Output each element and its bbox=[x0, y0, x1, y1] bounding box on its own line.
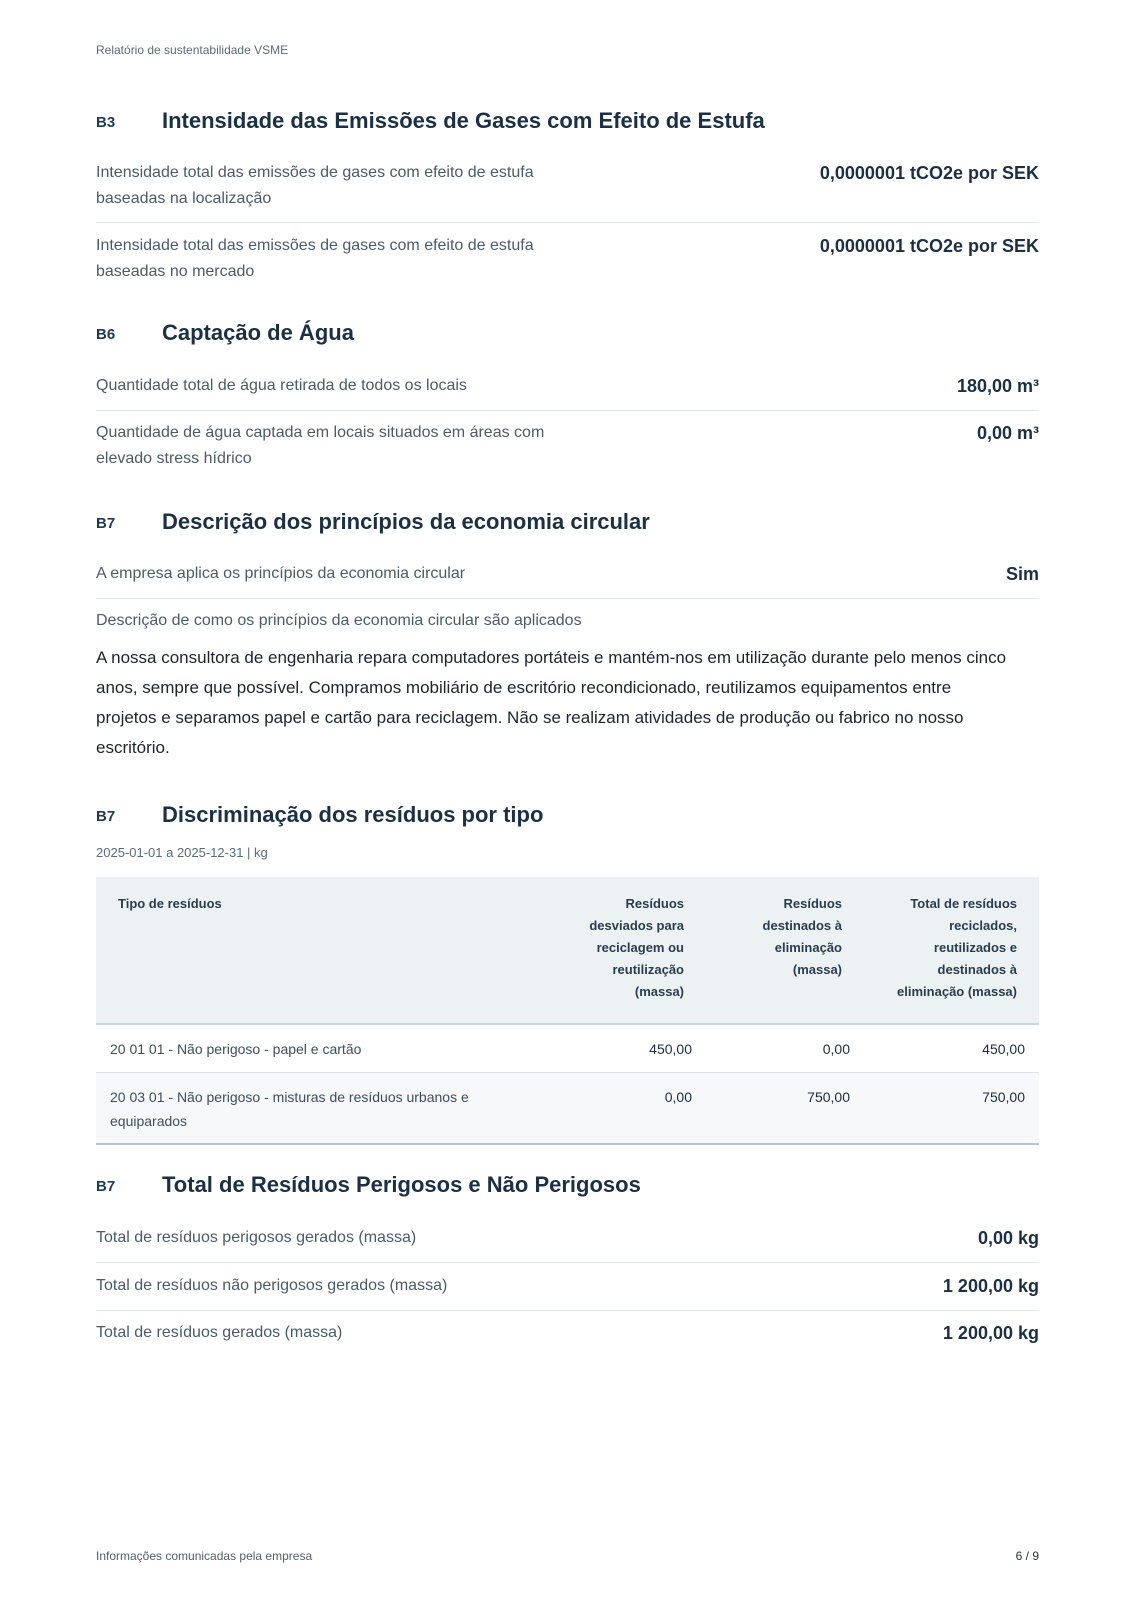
section-code: B7 bbox=[96, 515, 116, 532]
running-header: Relatório de sustentabilidade VSME bbox=[96, 43, 289, 57]
metric-value: 1 200,00 kg bbox=[942, 1276, 1039, 1296]
metric-label: Total de resíduos perigosos gerados (massa) bbox=[96, 1229, 417, 1246]
cell-diverted: 450,00 bbox=[541, 1024, 706, 1072]
metric-value: Sim bbox=[1005, 564, 1039, 584]
table-header-row bbox=[96, 877, 1039, 1024]
metric-label: Quantidade de água captada em locais situados em áreas com elevado stress hídrico bbox=[96, 424, 545, 467]
metric-value: 180,00 m³ bbox=[956, 376, 1039, 396]
column-header-type: Tipo de resíduos bbox=[96, 877, 541, 1024]
metric-value: 0,0000001 tCO2e por SEK bbox=[819, 163, 1039, 183]
footer-text: Informações comunicadas pela empresa bbox=[96, 1549, 313, 1563]
metric-row-total-waste bbox=[96, 1320, 1039, 1350]
metric-row-non-hazardous bbox=[96, 1273, 1039, 1311]
metric-label: Quantidade total de água retirada de todos os locais bbox=[96, 377, 467, 394]
metric-value: 1 200,00 kg bbox=[942, 1323, 1039, 1343]
metric-row-location-intensity bbox=[96, 160, 1039, 223]
reporting-period: 2025-01-01 a 2025-12-31 | kg bbox=[96, 845, 268, 860]
section-title: Captação de Água bbox=[162, 320, 354, 345]
description-text: A nossa consultora de engenharia repara computadores portáteis e mantém-nos em utilização durante pelo menos cinco anos, sempre que possível. Compramos mobiliário de escritório recondicionado, reutilizamos equipamentos entre projetos e separamos papel e cartão para reciclagem. Não se realizam atividades de produção ou fabrico no nosso escritório. bbox=[96, 648, 1007, 757]
cell-type: 20 03 01 - Não perigoso - misturas de resíduos urbanos e equiparados bbox=[96, 1072, 541, 1144]
cell-disposal: 750,00 bbox=[706, 1072, 864, 1144]
column-header-total: Total de resíduos reciclados, reutilizados e destinados à eliminação (massa) bbox=[864, 877, 1039, 1024]
section-heading-b7-waste bbox=[96, 794, 1039, 828]
metric-label: A empresa aplica os princípios da economia circular bbox=[96, 565, 466, 582]
metric-label: Intensidade total das emissões de gases com efeito de estufa baseadas na localização bbox=[96, 164, 534, 207]
section-code: B3 bbox=[96, 114, 116, 131]
section-heading-b6 bbox=[96, 312, 1039, 346]
metric-value: 0,0000001 tCO2e por SEK bbox=[819, 236, 1039, 256]
column-header-disposal: Resíduos destinados à eliminação (massa) bbox=[706, 877, 864, 1024]
metric-row-hazardous bbox=[96, 1225, 1039, 1263]
metric-value: 0,00 kg bbox=[977, 1228, 1039, 1248]
section-code: B6 bbox=[96, 326, 116, 343]
metric-row-water-withdrawn bbox=[96, 373, 1039, 411]
section-title: Discriminação dos resíduos por tipo bbox=[162, 802, 544, 827]
cell-type: 20 01 01 - Não perigoso - papel e cartão bbox=[96, 1024, 541, 1072]
metric-row-water-stress bbox=[96, 420, 1039, 472]
cell-diverted: 0,00 bbox=[541, 1072, 706, 1144]
waste-table bbox=[96, 877, 1039, 1145]
section-heading-b7-circular bbox=[96, 501, 1039, 535]
section-code: B7 bbox=[96, 808, 116, 825]
metric-row-circular-applies bbox=[96, 561, 1039, 599]
cell-total: 750,00 bbox=[864, 1072, 1039, 1144]
column-header-diverted: Resíduos desviados para reciclagem ou reutilização (massa) bbox=[541, 877, 706, 1024]
cell-disposal: 0,00 bbox=[706, 1024, 864, 1072]
table-row bbox=[96, 1024, 1039, 1072]
section-title: Descrição dos princípios da economia circular bbox=[162, 509, 650, 534]
metric-row-market-intensity bbox=[96, 233, 1039, 285]
cell-total: 450,00 bbox=[864, 1024, 1039, 1072]
metric-label: Total de resíduos gerados (massa) bbox=[96, 1324, 343, 1341]
report-page bbox=[96, 0, 1039, 1600]
metric-label: Total de resíduos não perigosos gerados (massa) bbox=[96, 1277, 448, 1294]
table-row bbox=[96, 1072, 1039, 1144]
description-label: Descrição de como os princípios da economia circular são aplicados bbox=[96, 612, 582, 629]
section-heading-b3 bbox=[96, 100, 1039, 134]
metric-label: Intensidade total das emissões de gases com efeito de estufa baseadas no mercado bbox=[96, 237, 534, 280]
page-number: 6 / 9 bbox=[1015, 1549, 1039, 1563]
metric-value: 0,00 m³ bbox=[976, 423, 1039, 443]
section-title: Intensidade das Emissões de Gases com Efeito de Estufa bbox=[162, 108, 765, 133]
section-code: B7 bbox=[96, 1178, 116, 1195]
section-heading-b7-totals bbox=[96, 1164, 1039, 1198]
section-title: Total de Resíduos Perigosos e Não Perigosos bbox=[162, 1172, 641, 1197]
running-footer bbox=[96, 1549, 1039, 1563]
